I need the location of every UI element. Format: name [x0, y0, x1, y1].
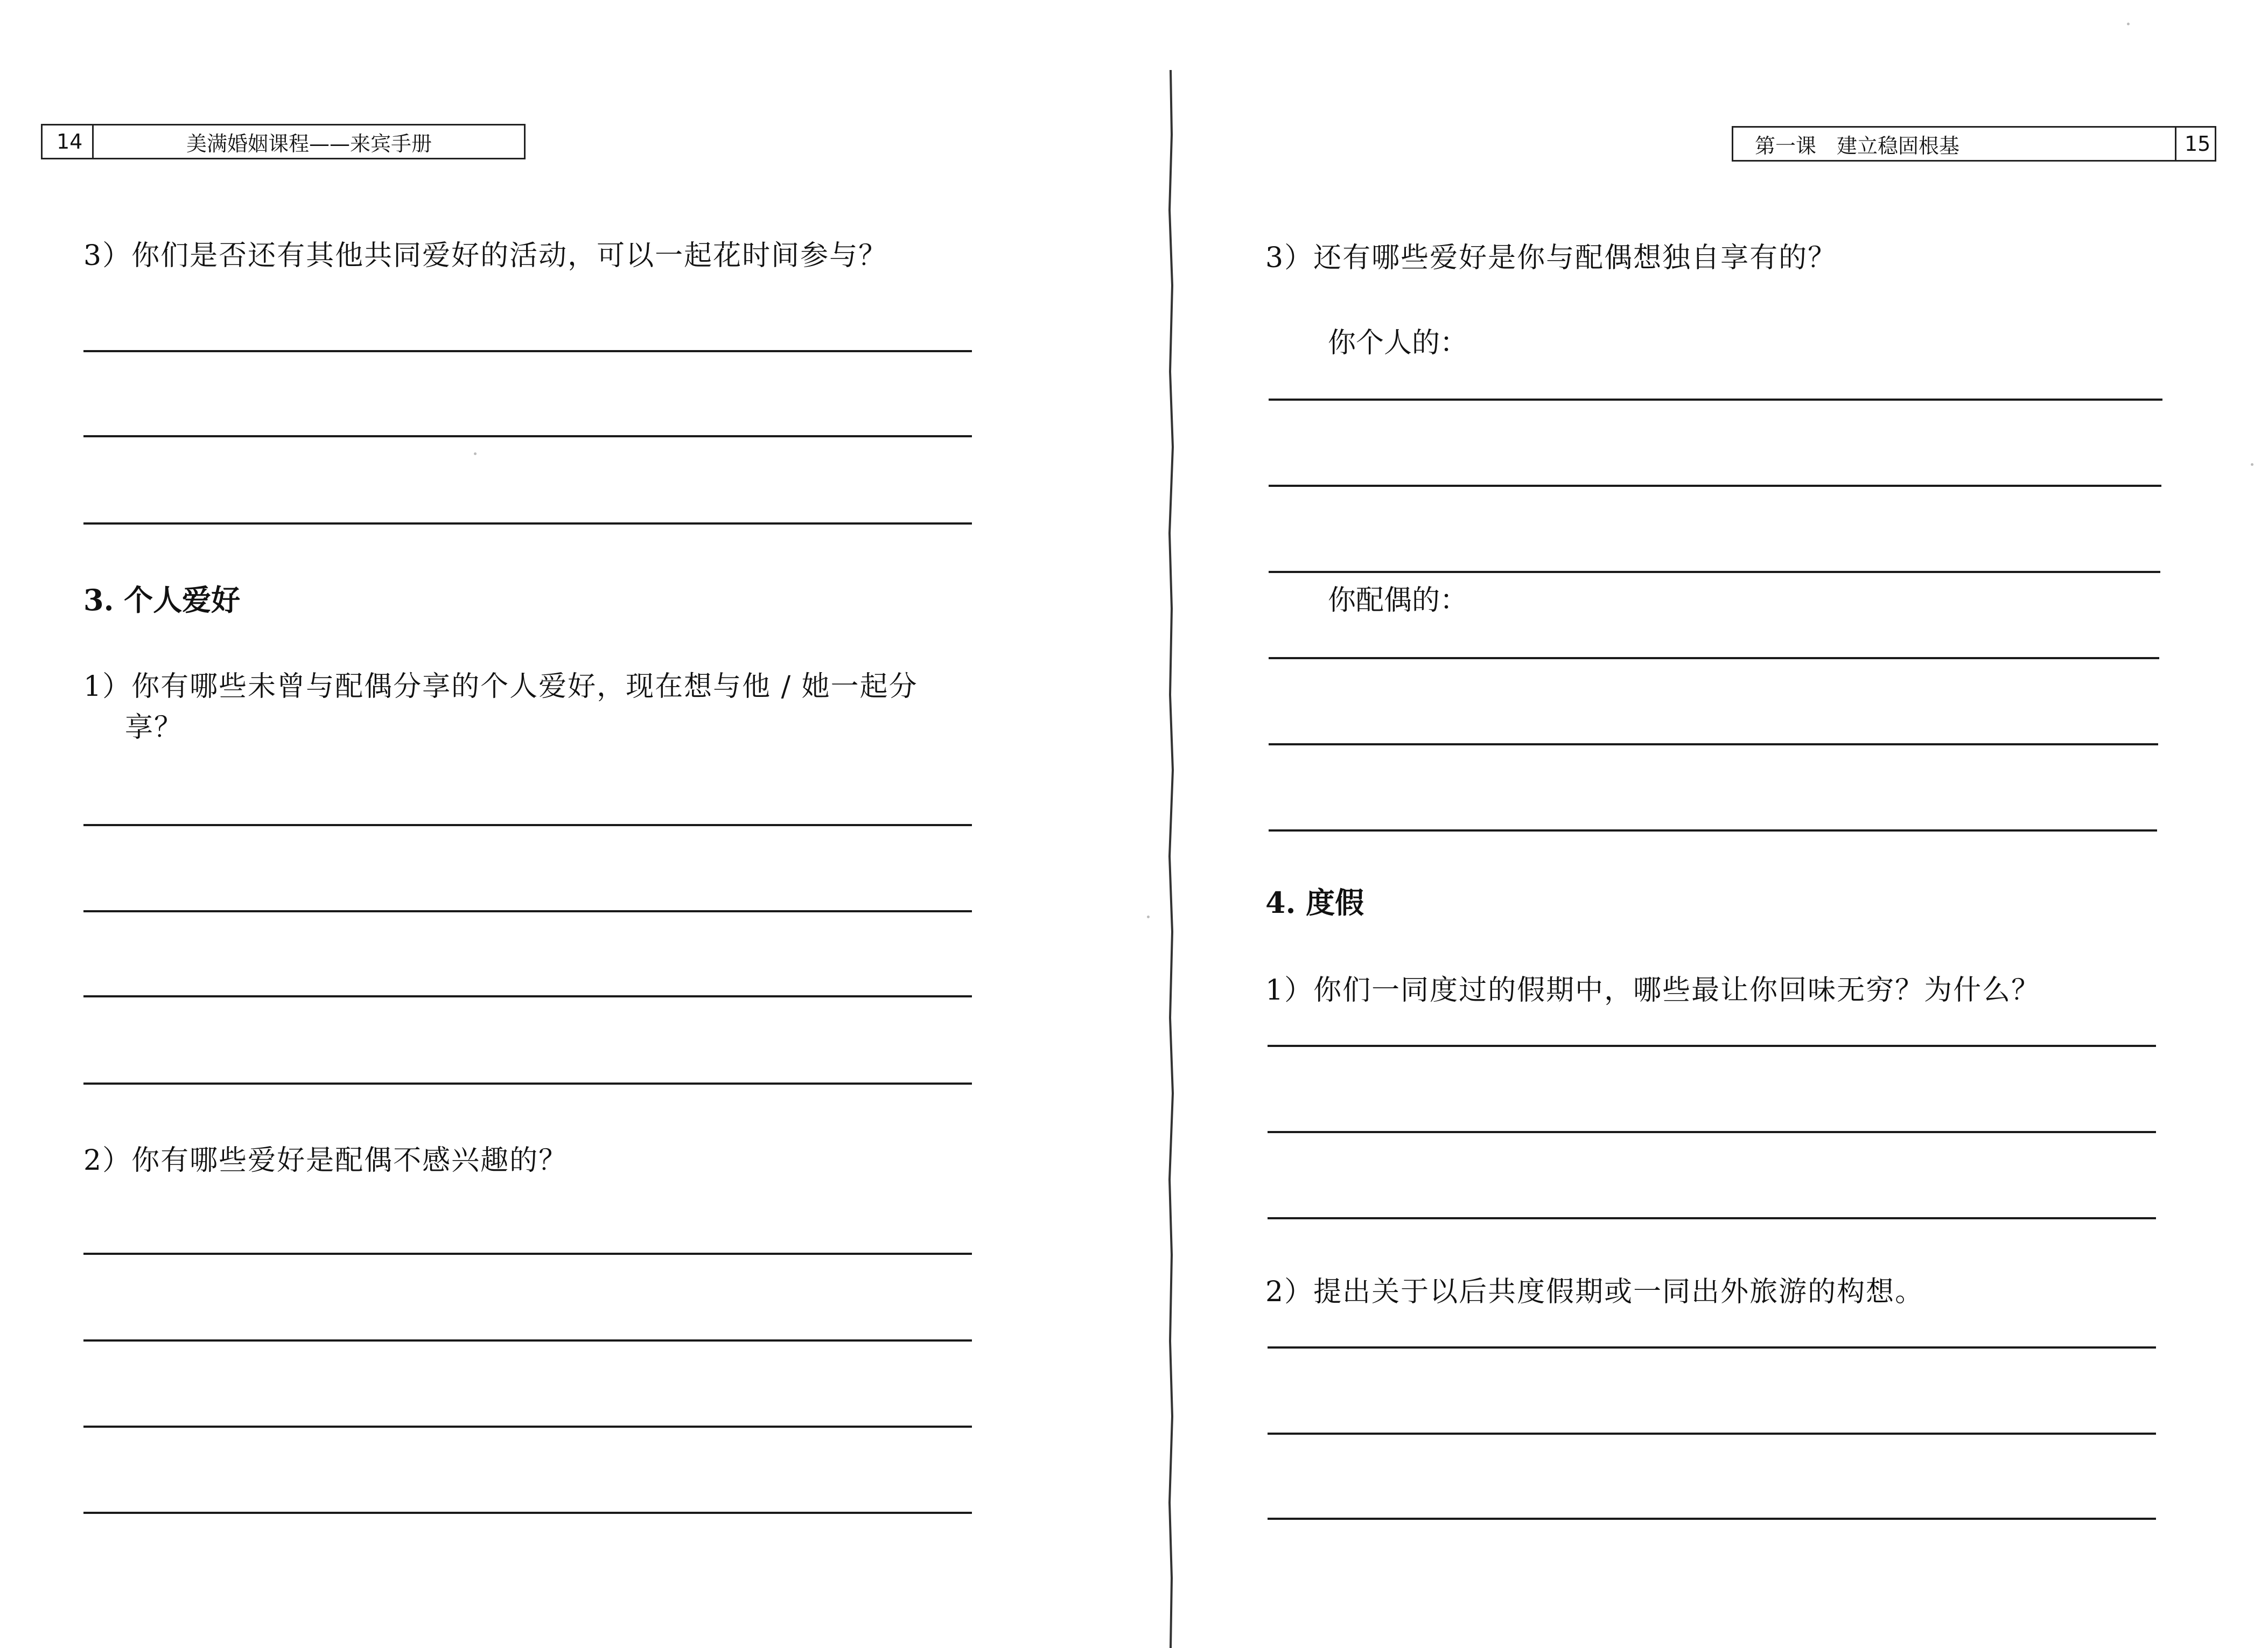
answer-line[interactable] [1268, 1131, 2156, 1133]
answer-line[interactable] [1268, 1217, 2156, 1219]
question-text-continued: 享？ [125, 711, 184, 744]
answer-line[interactable] [1269, 829, 2157, 832]
sub-prompt: 你个人的： [1328, 327, 1468, 359]
question-text: 1）你们一同度过的假期中，哪些最让你回味无穷？为什么？ [1265, 974, 2041, 1007]
answer-line[interactable] [1269, 485, 2161, 487]
page-number: 15 [2185, 132, 2211, 156]
scan-speck [2127, 23, 2130, 25]
answer-line[interactable] [83, 350, 972, 352]
answer-line[interactable] [83, 1253, 972, 1255]
page-header [1732, 126, 2216, 162]
answer-line[interactable] [83, 1083, 972, 1085]
question-text: 1）你有哪些未曾与配偶分享的个人爱好，现在想与他 / 她一起分 [83, 671, 918, 703]
answer-line[interactable] [1269, 743, 2158, 745]
answer-line[interactable] [83, 1512, 972, 1514]
answer-line[interactable] [1268, 1346, 2156, 1349]
answer-line[interactable] [1268, 1045, 2156, 1047]
running-title: 第一课 建立稳固根基 [1755, 134, 1960, 158]
scan-speck [474, 452, 477, 455]
answer-line[interactable] [83, 1339, 972, 1342]
right-page [1134, 0, 2265, 1648]
question-text: 3）还有哪些爱好是你与配偶想独自享有的？ [1265, 242, 1837, 274]
scan-speck [1147, 916, 1150, 918]
answer-line[interactable] [1269, 657, 2159, 659]
section-title: 3. 个人爱好 [83, 583, 241, 617]
question-text: 3）你们是否还有其他共同爱好的活动，可以一起花时间参与？ [83, 240, 888, 272]
answer-line[interactable] [83, 522, 972, 525]
answer-line[interactable] [83, 1426, 972, 1428]
page-number: 14 [57, 130, 83, 153]
running-title: 美满婚姻课程——来宾手册 [186, 131, 432, 156]
left-page [0, 0, 1131, 1648]
answer-line[interactable] [1269, 571, 2160, 573]
answer-line[interactable] [83, 995, 972, 997]
answer-line[interactable] [1268, 1433, 2156, 1435]
question-text: 2）提出关于以后共度假期或一同出外旅游的构想。 [1265, 1276, 1924, 1308]
question-text: 2）你有哪些爱好是配偶不感兴趣的？ [83, 1144, 568, 1177]
answer-line[interactable] [83, 824, 972, 826]
answer-line[interactable] [83, 435, 972, 437]
answer-line[interactable] [1268, 1518, 2156, 1520]
answer-line[interactable] [83, 910, 972, 912]
sub-prompt: 你配偶的： [1328, 584, 1468, 617]
answer-line[interactable] [1269, 399, 2162, 401]
scan-speck [2251, 463, 2253, 466]
section-title: 4. 度假 [1265, 885, 1364, 920]
page-header [41, 124, 526, 159]
